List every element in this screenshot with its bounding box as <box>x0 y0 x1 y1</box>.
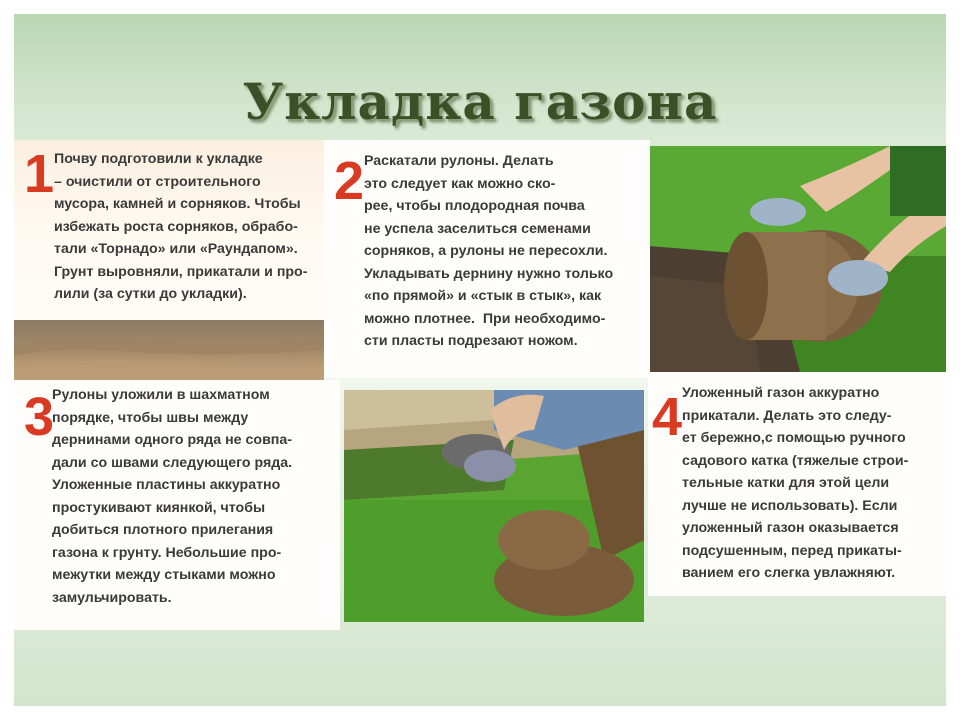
step-4-number: 4 <box>652 387 683 447</box>
step-2-text: Раскатали рулоны. Делать это следует как можно ско- рее, чтобы плодородная почва не успела заселиться семенами сорняков, а рулоны не пересохли. Укладывать дернину нужно только «по прямой» и «стык в стык», как можно плотнее. При необходимо- сти пласты подрезают ножом. <box>364 153 614 349</box>
step-4-text: Уложенный газон аккуратно прикатали. Делать это следу- ет бережно,с помощью ручного садового катка (тяжелые строи- тельные катки для этой цели лучше не использовать). Если уложенный газон оказывается подсушенным, перед прикаты- ванием его слегка увлажняют. <box>682 385 909 581</box>
step-3-panel <box>14 380 340 630</box>
step-2-panel <box>324 140 650 378</box>
step-2-number: 2 <box>334 151 365 211</box>
step-1-number: 1 <box>24 144 55 204</box>
step-4-panel <box>648 372 946 596</box>
step-3-number: 3 <box>24 387 55 447</box>
step-3-text: Рулоны уложили в шахматном порядке, чтобы швы между дернинами одного ряда не совпа- дали со швами следующего ряда. Уложенные пластины аккуратно простукивают киянкой, чтобы добиться плотного прилегания газона к грунту. Небольшие про- межутки между стыками можно замульчировать. <box>52 387 293 606</box>
rolling-turf-photo <box>650 146 946 372</box>
prepared-soil-photo <box>14 320 324 380</box>
laying-turf-photo <box>344 390 644 622</box>
page-title: Укладка газона <box>242 72 718 131</box>
step-1-text: Почву подготовили к укладке – очистили от строительного мусора, камней и сорняков. Чтобы избежать роста сорняков, обрабо- тали «Торнадо» или «Раундапом». Грунт выровняли, прикатали и про- лили (за сутки до укладки). <box>54 151 308 302</box>
